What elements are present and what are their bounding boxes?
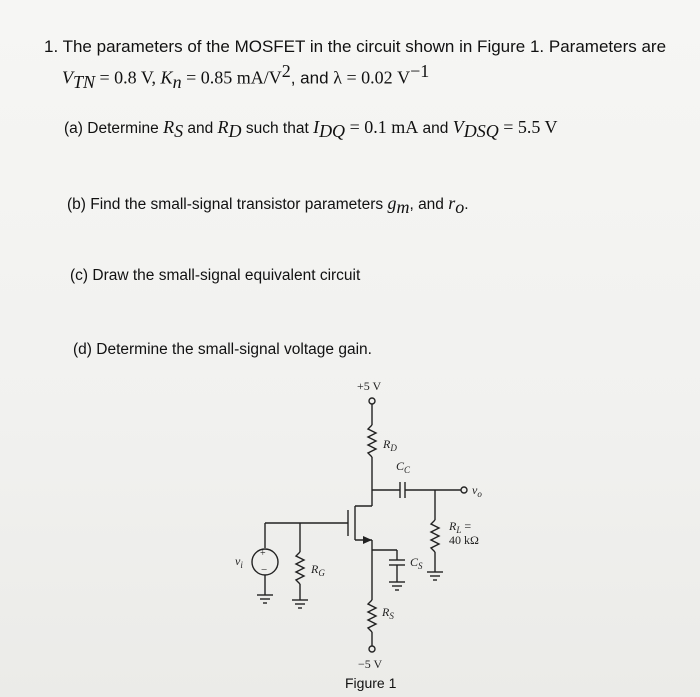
part-b: (b) Find the small-signal transistor parameters $g_m$, and $r_o$. <box>67 193 469 218</box>
vo-label: $v_o$ <box>472 483 482 499</box>
rd-label: $R_D$ <box>383 437 397 453</box>
svg-text:−: − <box>261 564 268 576</box>
rl-label: $R_L$ = <box>449 519 472 535</box>
rs-label: $R_S$ <box>382 605 394 621</box>
mosfet-arrow-icon <box>363 536 372 544</box>
rl-resistor <box>431 520 439 552</box>
question-parameters: $V_{TN} = 0.8$ V, $K_n = 0.85$ $mA/V^2$, and λ = 0.02 $V^{-1}$ <box>62 61 430 93</box>
vminus-label: −5 V <box>358 657 383 671</box>
rg-resistor <box>296 552 304 584</box>
svg-text:+: + <box>260 548 266 559</box>
and-word: , and <box>290 68 334 88</box>
circuit-diagram <box>225 370 515 695</box>
figure-caption: Figure 1 <box>345 675 397 691</box>
part-d: (d) Determine the small-signal voltage gain. <box>73 341 372 358</box>
vtn-symbol: V <box>62 67 73 88</box>
rd-resistor <box>368 425 376 457</box>
kn-value: = 0.85 mA/V <box>181 67 282 88</box>
vplus-terminal <box>369 398 375 404</box>
rg-label: $R_G$ <box>311 562 325 578</box>
kn-symbol: K <box>160 67 173 88</box>
vtn-value: = 0.8 V, <box>95 67 161 88</box>
part-a: (a) Determine $R_S$ and $R_D$ such that $I_{DQ} = 0.1$ mA and $V_{DSQ} = 5.5$ V <box>64 117 558 142</box>
lambda-value: λ = 0.02 V <box>333 67 411 88</box>
question-title: 1. The parameters of the MOSFET in the circuit shown in Figure 1. Parameters are <box>44 37 667 56</box>
vo-terminal <box>461 487 467 493</box>
cc-label: $C_C$ <box>396 459 411 475</box>
cs-label: $C_S$ <box>410 555 423 571</box>
vplus-label: +5 V <box>357 379 382 393</box>
part-c: (c) Draw the small-signal equivalent circuit <box>70 267 361 284</box>
rs-resistor <box>368 600 376 632</box>
rl-value: 40 kΩ <box>449 533 479 547</box>
vminus-terminal <box>369 646 375 652</box>
vi-label: $v_i$ <box>235 554 243 570</box>
